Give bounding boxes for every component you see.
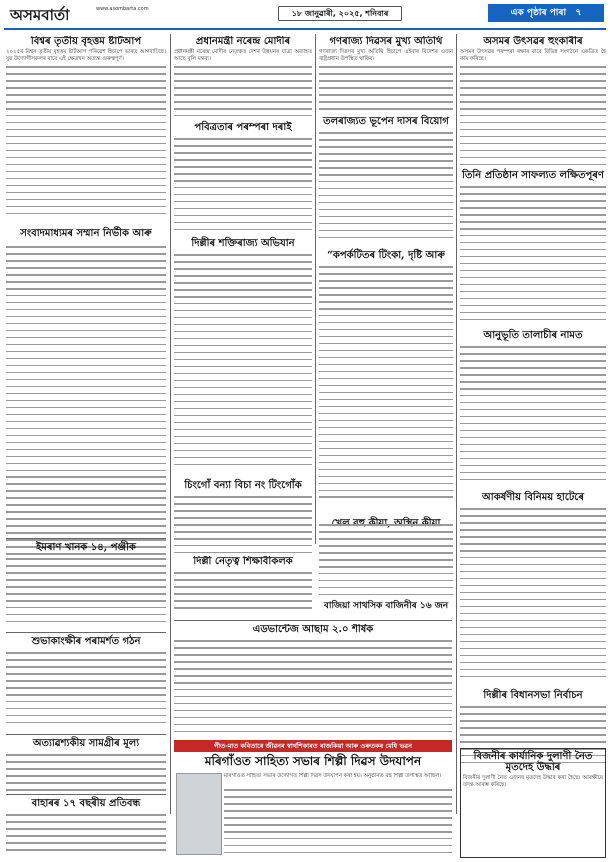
section-rule <box>6 538 166 539</box>
article-body <box>174 572 312 612</box>
headline: তলৰাজ্যত ভূপেন দাসৰ বিয়োগ <box>323 116 449 127</box>
headline: দিল্লীৰ শক্তিৰাজ্য অভিযান <box>191 238 295 249</box>
column-divider <box>315 34 316 544</box>
column-3 <box>319 36 453 556</box>
section-rule <box>6 734 166 735</box>
feature-banner: গীত-মাত কবিতাৰে জীৱনৰ স্বাৰ্থশিকাৰত ৰাজকিয়া আৰু ওৰুতকৰ মেধি ভৱন <box>174 740 452 752</box>
issue-date: ১৮ জানুৱাৰী, ২০২৫, শনিবাৰ <box>278 6 402 21</box>
feature-photo <box>176 773 222 855</box>
headline: বিশ্বৰ তৃতীয় বৃহত্তম ষ্টাৰ্টআপ <box>30 36 142 47</box>
article-lead: গণৰাজ্য দিৱসৰ মুখ্য অতিথি হিচাপে এইবাৰ বিদেশৰ এজন ৰাষ্ট্ৰপ্ৰধান উপস্থিত থাকিব। <box>319 49 453 62</box>
article-body <box>6 66 166 216</box>
section-text: এক পৃষ্ঠাৰ পাৰা <box>510 8 567 18</box>
headline: সংবাদমাধ্যমৰ সম্মান নিৰ্ভীক আৰু <box>20 228 152 239</box>
article-body <box>6 814 166 854</box>
article-body <box>174 138 312 234</box>
section-rule <box>6 794 166 795</box>
article-lead: প্ৰধানমন্ত্ৰী নৰেন্দ্ৰ মোদীৰ নেতৃত্বত দেশৰ উন্নয়নৰ যাত্ৰা অব্যাহত আছে বুলি মন্তব্য। <box>174 49 312 62</box>
article-body <box>460 66 606 166</box>
article-body <box>6 558 166 628</box>
article-body <box>460 186 606 326</box>
column-1 <box>6 36 166 856</box>
article-body <box>6 754 166 792</box>
column-divider <box>456 34 457 814</box>
headline: বাহাৰৰ ১৭ বছৰীয় প্ৰতিবন্ধ <box>31 798 141 809</box>
column-2 <box>174 36 312 556</box>
masthead-rule <box>4 28 606 30</box>
article-body <box>460 508 606 686</box>
column-2-lower <box>174 556 312 616</box>
article-lead: বিজনীৰ দুলাণী নৈত এজনৰ মৃতদেহ উদ্ধাৰ কৰা হৈছে। আৰক্ষীয়ে তদন্ত আৰম্ভ কৰিছে। <box>463 775 603 788</box>
headline: আকৰ্ষণীয় বিনিময় হাটেৰে <box>482 492 584 503</box>
article-lead: ২০২৫ৰ বিশ্বৰ তৃতীয় বৃহত্তম ষ্টাৰ্টআপ পৰিৱেশ হিচাপে ভাৰত আগবাঢ়িছে। যুৱ উদ্যোগীসকলৰ বাবে এই ক্ষেত্ৰখন অত্যন্ত গুৰুত্বপূৰ্ণ। <box>6 49 166 62</box>
article-body <box>224 789 452 857</box>
section-rule <box>174 620 452 621</box>
article-body <box>174 66 312 118</box>
feature-headline: মৰিগাঁওত সাহিত্য সভাৰ শিল্পী দিৱস উদযাপন <box>204 754 422 768</box>
article-lead: অসমৰ উৎসৱৰ পৰম্পৰা ৰক্ষাৰ বাবে বিভিন্ন সংগঠনে একত্ৰিত হৈ কাম কৰিছে। <box>460 49 606 62</box>
column-4 <box>460 36 606 776</box>
article-body <box>319 132 453 248</box>
headline: আনুভূতি তালাচীৰ নামত <box>483 330 583 341</box>
website-text: www.asombarta.com <box>96 6 149 12</box>
headline: দিল্লীৰ বিধানসভা নিৰ্বাচন <box>483 690 583 701</box>
headline: শুভাকাংক্ষীৰ পৰামৰ্শত গঠন <box>31 636 141 647</box>
column-divider <box>170 34 171 814</box>
column-3-lower <box>319 520 453 620</box>
headline: অসমৰ উৎসৱৰ হুংকাৰীৰ <box>483 36 583 47</box>
headline: চিংগোঁ বন্যা বিচা নং টিংগোঁক <box>184 480 302 491</box>
headline: বিজনীৰ কাৰ্যানিক দুলাণী নৈত মৃতদেহ উদ্ধাৰ <box>473 751 593 773</box>
headline: অত্যাৱশ্যকীয় সামগ্ৰীৰ মূল্য <box>32 738 140 749</box>
headline: গণৰাজ্য দিৱসৰ মুখ্য অতিথি <box>329 36 443 47</box>
headline: পবিত্ৰতাৰ পৰম্পৰা দৰাই <box>194 122 292 133</box>
headline: প্ৰধানমন্ত্ৰী নৰেন্দ্ৰ মোদীৰ <box>195 36 291 47</box>
article-body <box>6 652 166 728</box>
headline: ইমৰাণ খানক ১৪, পঞ্জীক <box>36 542 136 553</box>
headline: দিল্লী নেতৃত্ব শিক্ষাবীকলক <box>193 556 293 567</box>
article-body <box>174 254 312 474</box>
article-body <box>319 266 453 514</box>
page-number: ৭ <box>575 8 582 18</box>
headline: “কপৰ্কটিতৰ টিংকা, দৃষ্টি আৰু <box>327 250 445 261</box>
logo-text: অসমবাৰ্তা <box>10 6 70 24</box>
article-body <box>460 346 606 486</box>
article-body <box>174 640 452 734</box>
headline: বাজিয়া সাথসিক বাজিনীৰ ১৬ জন <box>323 601 449 611</box>
feature-body <box>224 773 452 857</box>
article-body <box>319 66 453 112</box>
article-body <box>174 496 312 556</box>
section-rule <box>6 632 166 633</box>
advantage-assam-block <box>174 624 452 734</box>
headline: তিনি প্ৰতিষ্ঠান সাফল্যত লক্ষিতপূৰণ <box>462 170 604 181</box>
boxed-story <box>460 748 606 858</box>
newspaper-logo <box>10 4 80 26</box>
section-label <box>488 4 604 22</box>
headline: এডভান্টেজ আছাম ২.০ শীৰ্ষক <box>252 624 374 635</box>
article-body <box>6 246 166 566</box>
article-body <box>319 524 453 600</box>
feature-lead: মৰিগাঁওত সাহিত্য সভাৰ উদ্যোগত শিল্পী দিৱস উদযাপন কৰা হয়। অনুষ্ঠানত বহু শিল্পী উপস্থিত আছিল। <box>224 773 442 779</box>
